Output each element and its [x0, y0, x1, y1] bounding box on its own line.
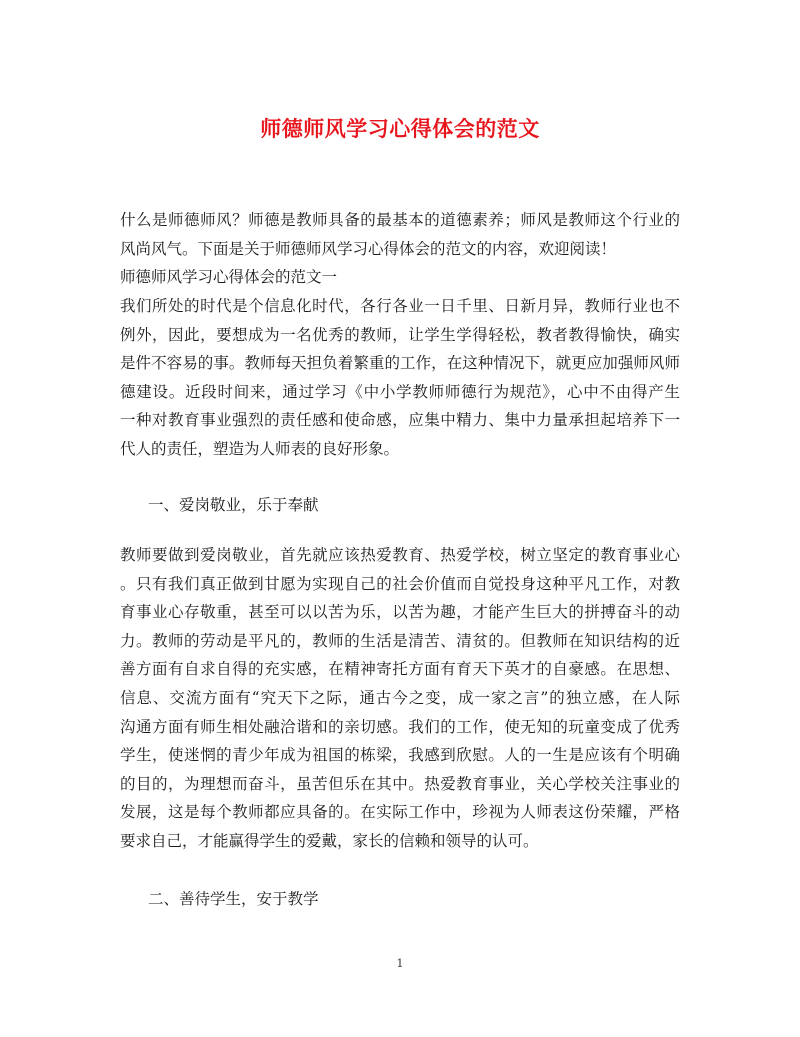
intro-paragraph — [120, 206, 680, 263]
text-line: 信息、交流方面有“究天下之际，通古今之变，成一家之言”的独立感，在人际 — [120, 688, 680, 707]
page-title: 师德师风学习心得体会的范文 — [260, 116, 540, 141]
heading-one-block — [120, 491, 680, 520]
text-line: 代人的责任，塑造为人师表的良好形象。 — [120, 439, 400, 458]
text-line: 要求自己，才能赢得学生的爱戴，家长的信赖和领导的认可。 — [120, 831, 539, 850]
text-line: 一种对教育事业强烈的责任感和使命感，应集中精力、集中力量承担起培养下一 — [120, 411, 680, 430]
section-subtitle: 师德师风学习心得体会的范文一 — [120, 268, 338, 286]
text-line: 学生，使迷惘的青少年成为祖国的栋梁，我感到欣慰。人的一生是应该有个明确 — [120, 746, 680, 765]
text-line: 沟通方面有师生相处融洽谐和的亲切感。我们的工作，使无知的玩童变成了优秀 — [120, 717, 680, 736]
page-number: 1 — [396, 957, 404, 970]
text-line: 是件不容易的事。教师每天担负着繁重的工作，在这种情况下，就更应加强师风师 — [120, 354, 680, 373]
text-line: 风尚风气。下面是关于师德师风学习心得体会的范文的内容，欢迎阅读！ — [120, 239, 617, 258]
text-line: 什么是师德师风？师德是教师具备的最基本的道德素养；师风是教师这个行业的 — [120, 211, 680, 229]
text-line: 德建设。近段时间来，通过学习《中小学教师师德行为规范》，心中不由得产生 — [120, 382, 680, 401]
text-line: 发展，这是每个教师都应具备的。在实际工作中，珍视为人师表这份荣耀，严格 — [120, 803, 680, 822]
text-line: 我们所处的时代是个信息化时代，各行各业一日千里、日新月异，教师行业也不 — [120, 297, 680, 315]
section-subtitle-block — [120, 263, 680, 292]
section-heading: 二、善待学生，安于教学 — [148, 890, 319, 908]
paragraph-one — [120, 292, 680, 464]
text-line: 力。教师的劳动是平凡的，教师的生活是清苦、清贫的。但教师在知识结构的近 — [120, 631, 680, 650]
heading-two-block — [120, 885, 680, 914]
text-line: 例外，因此，要想成为一名优秀的教师，让学生学得轻松，教者教得愉快，确实 — [120, 325, 680, 344]
text-line: 的目的，为理想而奋斗，虽苦但乐在其中。热爱教育事业，关心学校关注事业的 — [120, 774, 680, 793]
text-line: 教师要做到爱岗敬业，首先就应该热爱教育、热爱学校，树立坚定的教育事业心 — [120, 546, 680, 564]
paragraph-two — [120, 541, 680, 856]
text-line: 。只有我们真正做到甘愿为实现自己的社会价值而自觉投身这种平凡工作，对教 — [120, 574, 680, 593]
text-line: 善方面有自求自得的充实感，在精神寄托方面有育天下英才的自豪感。在思想、 — [120, 660, 680, 679]
text-line: 育事业心存敬重，甚至可以以苦为乐，以苦为趣，才能产生巨大的拼搏奋斗的动 — [120, 603, 680, 622]
section-heading: 一、爱岗敬业，乐于奉献 — [148, 496, 319, 514]
